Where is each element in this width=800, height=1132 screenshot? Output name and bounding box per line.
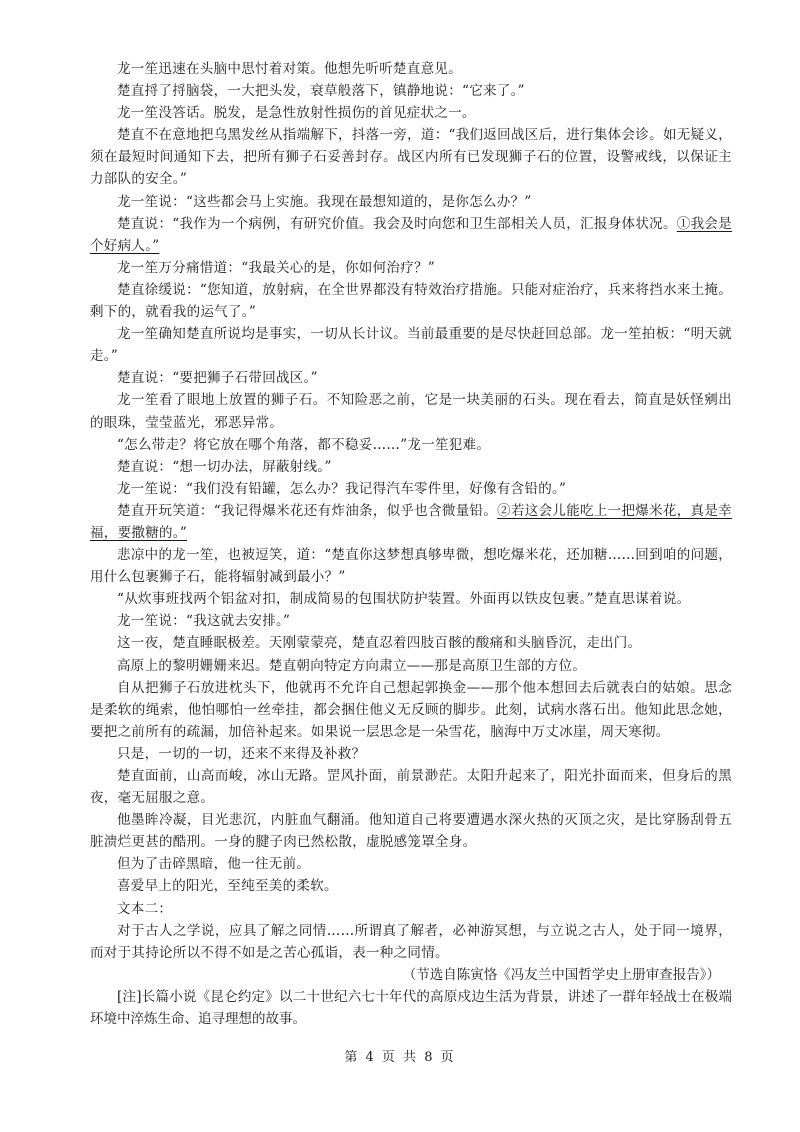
underlined-sentence-2: ②若这会儿能吃上一把爆米花，真是幸福，要撒糖的。”	[90, 502, 732, 541]
footnote: [注]长篇小说《昆仑约定》以二十世纪六七十年代的高原戍边生活为背景，讲述了一群年轻战士在极端环境中淬炼生命、追寻理想的故事。	[90, 988, 732, 1028]
paragraph	[90, 500, 732, 544]
paragraph: 喜爱早上的阳光，至纯至美的柔软。	[117, 878, 338, 895]
paragraph: 自从把狮子石放进枕头下，他就再不允许自己想起郭换金——那个他本想回去后就表白的姑娘。思念是柔软的绳索，他怕哪怕一丝牵挂，都会捆住他义无反顾的脚步。此刻，试病水落石出。他知此思念她，要把之前所有的疏漏，加倍补起来。如果说一层思念是一朵雪花，脑海中万丈冰崖，周天寒彻。	[90, 679, 732, 740]
paragraph: 但为了击碎黑暗，他一往无前。	[117, 856, 311, 873]
paragraph: 龙一笙没答话。脱发，是急性放射性损伤的首见症状之一。	[117, 105, 476, 122]
paragraph: “怎么带走？将它放在哪个角落，都不稳妥……”龙一笙犯难。	[117, 436, 491, 453]
section-heading: 文本二：	[117, 900, 173, 917]
source-citation: （节选自陈寅恪《冯友兰中国哲学史上册审查报告》）	[402, 966, 720, 983]
paragraph: 悲凉中的龙一笙，也被逗笑，道：“楚直你这梦想真够卑微，想吃爆米花，还加糖……回到咱的问题，用什么包裹狮子石，能将辐射减到最小？”	[90, 547, 732, 586]
paragraph: 龙一笙说：“这些都会马上实施。我现在最想知道的，是你怎么办？”	[117, 193, 532, 210]
paragraph: 楚直面前，山高而峻，冰山无路。罡风扑面，前景渺茫。太阳升起来了，阳光扑面而来，但身后的黑夜，毫无屈服之意。	[90, 768, 732, 807]
paragraph: 龙一笙说：“我们没有铅罐，怎么办？我记得汽车零件里，好像有含铅的。”	[117, 480, 567, 497]
paragraph: 龙一笙迅速在头脑中思忖着对策。他想先听听楚直意见。	[117, 61, 462, 77]
paragraph: “从炊事班找两个铝盆对扣，制成简易的包围状防护装置。外面再以铁皮包裹。”楚直思谋着说。	[117, 591, 691, 608]
paragraph: 这一夜，楚直睡眠极差。天刚蒙蒙亮，楚直忍着四肢百骸的酸痛和头脑昏沉，走出门。	[117, 635, 642, 652]
paragraph	[90, 213, 732, 257]
paragraph: 龙一笙万分痛惜道：“我最关心的是，你如何治疗？”	[117, 259, 436, 276]
paragraph: 他墨眸冷凝，目光悲沉，内脏血气翻涌。他知道自己将要遭遇水深火热的灭顶之灾，是比穿肠刮骨五脏溃烂更甚的酷刑。一身的腱子肉已然松散，虚脱感笼罩全身。	[90, 812, 732, 851]
paragraph: 龙一笙说：“我这就去安排。”	[117, 613, 291, 630]
paragraph: 龙一笙看了眼地上放置的狮子石。不知险恶之前，它是一块美丽的石头。现在看去，简直是妖怪剜出的眼珠，莹莹蓝光，邪恶异常。	[90, 392, 732, 431]
paragraph: 楚直徐缓说：“您知道，放射病，在全世界都没有特效治疗措施。只能对症治疗，兵来将挡水来土掩。剩下的，就看我的运气了。”	[90, 281, 732, 321]
paragraph: 楚直不在意地把乌黑发丝从指端解下，抖落一旁，道：“我们返回战区后，进行集体会诊。如无疑义，须在最短时间通知下去，把所有狮子石妥善封存。战区内所有已发现狮子石的位置，设警戒线，以保证主力部队的安全。”	[90, 127, 732, 188]
text-span: 楚直开玩笑道：“我记得爆米花还有炸油条，似乎也含微量铅。	[117, 502, 498, 519]
paragraph: 高原上的黎明姗姗来迟。楚直朝向特定方向肃立——那是高原卫生部的方位。	[117, 657, 587, 674]
text-span: 楚直说：“我作为一个病例，有研究价值。我会及时向您和卫生部相关人员，汇报身体状况。	[117, 215, 677, 232]
paragraph: 楚直说：“要把狮子石带回战区。”	[117, 370, 318, 387]
paragraph: 龙一笙确知楚直所说均是事实，一切从长计议。当前最重要的是尽快赶回总部。龙一笙拍板：“明天就走。”	[90, 326, 732, 365]
paragraph: 楚直说：“想一切办法，屏蔽射线。”	[117, 458, 332, 475]
underlined-sentence-1: ①我会是个好病人。”	[90, 215, 733, 254]
paragraph: 楚直捋了捋脑袋，一大把头发，衰草般落下，镇静地说：“它来了。”	[117, 83, 525, 100]
page-number: 第 4 页 共 8 页	[344, 1050, 456, 1065]
document-body	[90, 58, 732, 1030]
paragraph: 对于古人之学说，应具了解之同情……所谓真了解者，必神游冥想，与立说之古人，处于同一境界，而对于其持论所以不得不如是之苦心孤诣，表一种之同情。	[90, 922, 732, 961]
paragraph: 只是，一切的一切，还来不来得及补救？	[117, 745, 366, 762]
